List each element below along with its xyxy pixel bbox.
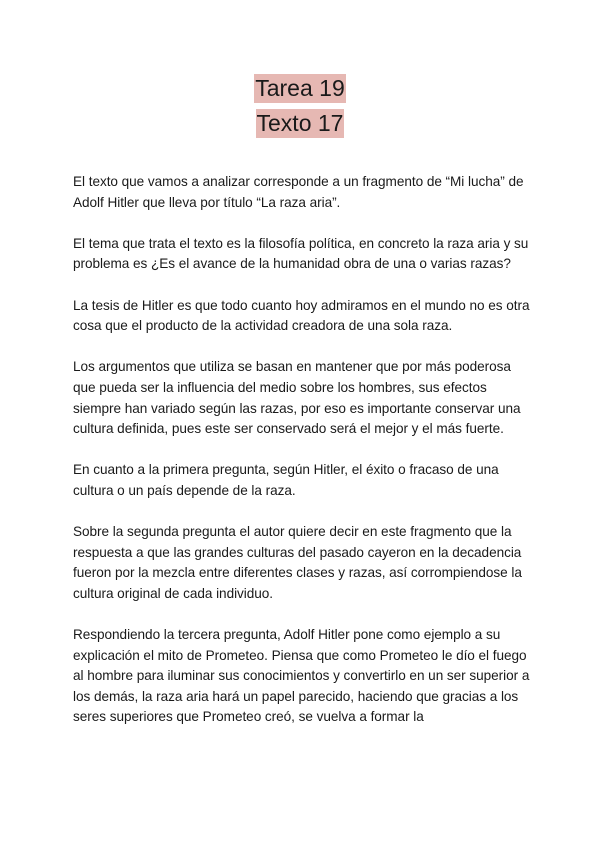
paragraph-question-3: Respondiendo la tercera pregunta, Adolf Hitler pone como ejemplo a su explicación el mito de Prometeo. Piensa que como Prometeo le dío el fuego al hombre para iluminar sus conocimientos y convertirlo en un ser superior a los demás, la raza aria hará un papel parecido, haciendo que gracias a los seres superiores que Prometeo creó, se vuelva a formar la — [73, 627, 530, 725]
text-title: Texto 17 — [256, 110, 344, 137]
title-line-2 — [0, 107, 600, 142]
paragraph-theme: El tema que trata el texto es la filosofía política, en concreto la raza aria y su problema es ¿Es el avance de la humanidad obra de una o varias razas? — [73, 235, 529, 272]
document-body — [73, 172, 533, 749]
title-line-1 — [0, 72, 600, 107]
title-block — [0, 72, 600, 142]
paragraph-arguments: Los argumentos que utiliza se basan en mantener que por más poderosa que pueda ser la influencia del medio sobre los hombres, sus efectos siempre han variado según las razas, por eso es importante conservar una cultura definida, pues este ser conservado será el mejor y el más fuerte. — [73, 359, 521, 437]
paragraph-thesis: La tesis de Hitler es que todo cuanto hoy admiramos en el mundo no es otra cosa que el producto de la actividad creadora de una sola raza. — [73, 297, 530, 334]
task-title: Tarea 19 — [255, 75, 345, 102]
paragraph-question-2: Sobre la segunda pregunta el autor quiere decir en este fragmento que la respuesta a que las grandes culturas del pasado cayeron en la decadencia fueron por la mezcla entre diferentes clases y razas, así corrompiendose la cultura original de cada individuo. — [73, 524, 522, 601]
paragraph-question-1: En cuanto a la primera pregunta, según Hitler, el éxito o fracaso de una cultura o un país depende de la raza. — [73, 462, 499, 498]
paragraph-intro: El texto que vamos a analizar corresponde a un fragmento de “Mi lucha” de Adolf Hitler que lleva por título “La raza aria”. — [73, 174, 524, 210]
